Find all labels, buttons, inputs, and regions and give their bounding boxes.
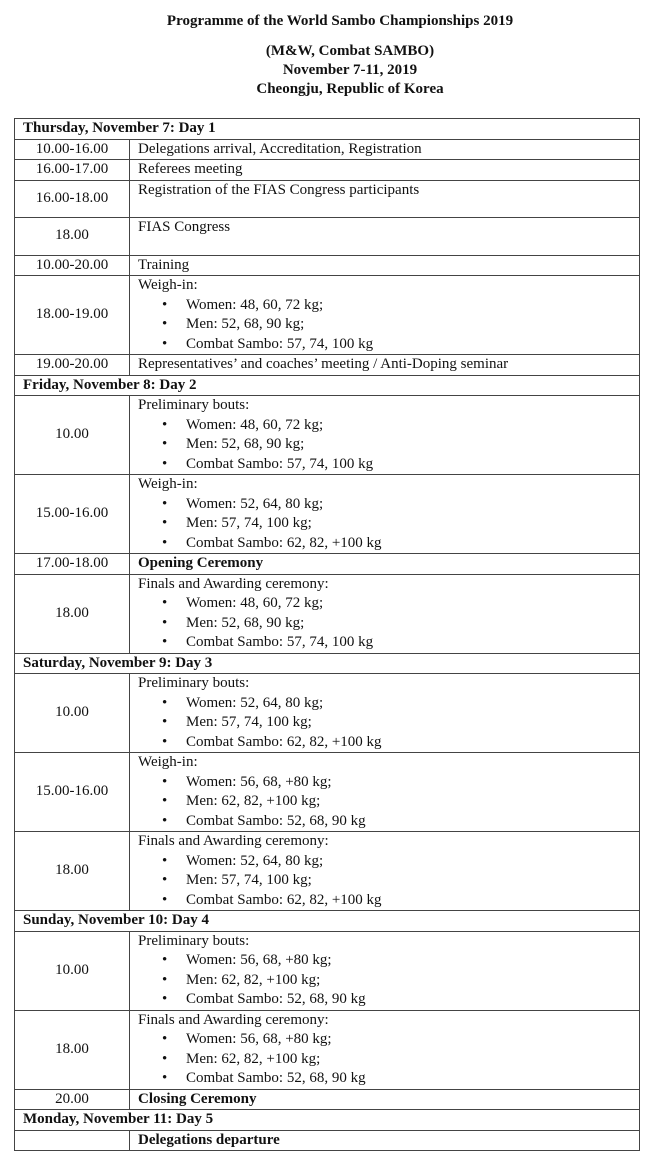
weight-category-item: • Combat Sambo: 57, 74, 100 kg (162, 455, 639, 475)
time-cell: 16.00-17.00 (15, 160, 130, 181)
weight-category-item: • Men: 57, 74, 100 kg; (162, 514, 639, 534)
activity-cell (130, 475, 640, 554)
weight-category-item: • Combat Sambo: 62, 82, +100 kg (162, 534, 639, 554)
activity-title: Weigh-in: (138, 754, 198, 770)
activity-cell: Representatives’ and coaches’ meeting / Anti-Doping seminar (130, 355, 640, 376)
weight-category-item: • Women: 56, 68, +80 kg; (162, 773, 639, 793)
time-cell: 17.00-18.00 (15, 554, 130, 575)
day-heading-row (15, 119, 640, 140)
table-row (15, 255, 640, 276)
weight-category-list (138, 416, 639, 475)
time-cell: 20.00 (15, 1089, 130, 1110)
time-cell: 10.00 (15, 674, 130, 753)
weight-category-item: • Men: 52, 68, 90 kg; (162, 315, 639, 335)
weight-category-list (138, 1030, 639, 1089)
table-row (15, 931, 640, 1010)
activity-cell (130, 574, 640, 653)
weight-category-item: • Men: 62, 82, +100 kg; (162, 1050, 639, 1070)
day-heading-row (15, 375, 640, 396)
day-heading: Sunday, November 10: Day 4 (15, 911, 640, 932)
activity-cell: Opening Ceremony (130, 554, 640, 575)
activity-cell: Registration of the FIAS Congress participants (130, 180, 640, 217)
activity-title: Weigh-in: (138, 476, 198, 492)
time-cell (15, 1130, 130, 1151)
programme-table (14, 118, 640, 1151)
time-cell: 10.00-16.00 (15, 139, 130, 160)
weight-category-item: • Combat Sambo: 57, 74, 100 kg (162, 633, 639, 653)
weight-category-item: • Combat Sambo: 57, 74, 100 kg (162, 335, 639, 355)
activity-cell: Delegations arrival, Accreditation, Registration (130, 139, 640, 160)
activity-cell (130, 674, 640, 753)
activity-cell: FIAS Congress (130, 217, 640, 255)
weight-category-item: • Men: 57, 74, 100 kg; (162, 871, 639, 891)
activity-cell: Training (130, 255, 640, 276)
weight-category-list (138, 594, 639, 653)
table-row (15, 554, 640, 575)
activity-title: Preliminary bouts: (138, 932, 250, 949)
table-row (15, 574, 640, 653)
weight-category-item: • Women: 56, 68, +80 kg; (162, 1030, 639, 1050)
event-location: Cheongju, Republic of Korea (256, 81, 444, 97)
weight-category-item: • Men: 57, 74, 100 kg; (162, 713, 639, 733)
table-row (15, 753, 640, 832)
day-heading-row (15, 653, 640, 674)
weight-category-list (138, 951, 639, 1010)
weight-category-item: • Women: 48, 60, 72 kg; (162, 594, 639, 614)
time-cell: 16.00-18.00 (15, 180, 130, 217)
table-row (15, 475, 640, 554)
table-row (15, 396, 640, 475)
table-row (15, 217, 640, 255)
activity-title: Finals and Awarding ceremony: (138, 833, 329, 849)
weight-category-item: • Combat Sambo: 52, 68, 90 kg (162, 1069, 639, 1089)
document-subtitle: (M&W, Combat SAMBO) (265, 43, 435, 59)
weight-category-item: • Women: 52, 64, 80 kg; (162, 694, 639, 714)
table-row (15, 139, 640, 160)
activity-cell (130, 276, 640, 355)
table-row (15, 1089, 640, 1110)
activity-cell (130, 1010, 640, 1089)
activity-title: Finals and Awarding ceremony: (138, 1011, 329, 1028)
day-heading: Friday, November 8: Day 2 (15, 375, 640, 396)
time-cell: 10.00-20.00 (15, 255, 130, 276)
weight-category-list (138, 296, 639, 355)
time-cell: 18.00 (15, 574, 130, 653)
table-row (15, 832, 640, 911)
day-heading: Thursday, November 7: Day 1 (15, 119, 640, 140)
weight-category-item: • Combat Sambo: 52, 68, 90 kg (162, 990, 639, 1010)
day-heading: Saturday, November 9: Day 3 (15, 653, 640, 674)
weight-category-item: • Men: 62, 82, +100 kg; (162, 792, 639, 812)
weight-category-item: • Combat Sambo: 52, 68, 90 kg (162, 812, 639, 832)
activity-title: Preliminary bouts: (138, 675, 250, 691)
weight-category-list (138, 773, 639, 832)
table-row (15, 160, 640, 181)
day-heading-row (15, 1110, 640, 1131)
table-row (15, 276, 640, 355)
time-cell: 15.00-16.00 (15, 753, 130, 832)
weight-category-list (138, 852, 639, 911)
time-cell: 15.00-16.00 (15, 475, 130, 554)
weight-category-item: • Women: 56, 68, +80 kg; (162, 951, 639, 971)
time-cell: 10.00 (15, 931, 130, 1010)
event-dates: November 7-11, 2019 (282, 62, 418, 78)
weight-category-item: • Men: 52, 68, 90 kg; (162, 435, 639, 455)
day-heading: Monday, November 11: Day 5 (15, 1110, 640, 1131)
table-row (15, 180, 640, 217)
activity-title: Preliminary bouts: (138, 397, 250, 413)
time-cell: 18.00 (15, 832, 130, 911)
activity-cell (130, 396, 640, 475)
weight-category-list (138, 495, 639, 554)
weight-category-item: • Combat Sambo: 62, 82, +100 kg (162, 891, 639, 911)
activity-cell: Referees meeting (130, 160, 640, 181)
weight-category-item: • Women: 48, 60, 72 kg; (162, 416, 639, 436)
activity-cell (130, 832, 640, 911)
document-title: Programme of the World Sambo Championships 2019 (166, 13, 514, 29)
activity-title: Finals and Awarding ceremony: (138, 575, 329, 592)
table-row (15, 1130, 640, 1151)
weight-category-item: • Combat Sambo: 62, 82, +100 kg (162, 733, 639, 753)
weight-category-item: • Men: 52, 68, 90 kg; (162, 614, 639, 634)
activity-cell (130, 753, 640, 832)
activity-cell: Closing Ceremony (130, 1089, 640, 1110)
table-row (15, 1010, 640, 1089)
weight-category-item: • Men: 62, 82, +100 kg; (162, 971, 639, 991)
time-cell: 18.00 (15, 217, 130, 255)
day-heading-row (15, 911, 640, 932)
activity-title: Weigh-in: (138, 277, 198, 293)
table-row (15, 674, 640, 753)
time-cell: 19.00-20.00 (15, 355, 130, 376)
weight-category-item: • Women: 52, 64, 80 kg; (162, 852, 639, 872)
time-cell: 18.00 (15, 1010, 130, 1089)
weight-category-item: • Women: 48, 60, 72 kg; (162, 296, 639, 316)
weight-category-item: • Women: 52, 64, 80 kg; (162, 495, 639, 515)
time-cell: 10.00 (15, 396, 130, 475)
time-cell: 18.00-19.00 (15, 276, 130, 355)
weight-category-list (138, 694, 639, 753)
activity-cell (130, 931, 640, 1010)
activity-cell: Delegations departure (130, 1130, 640, 1151)
table-row (15, 355, 640, 376)
